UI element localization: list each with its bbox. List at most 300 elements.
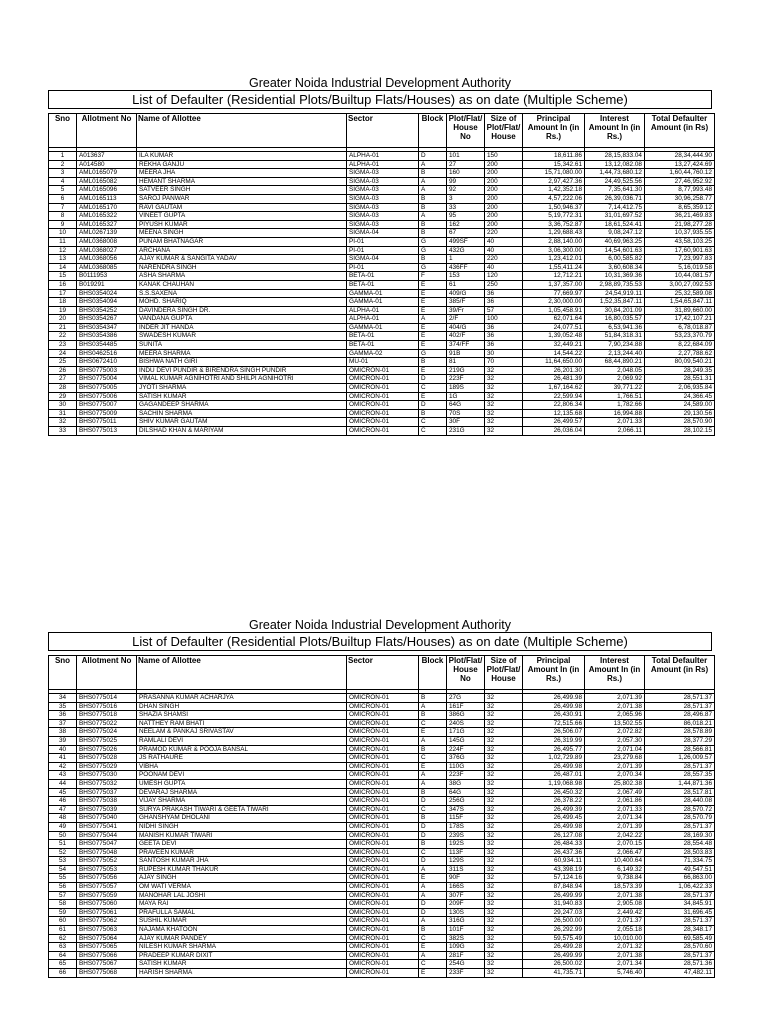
table-row [49, 401, 715, 410]
table-row [49, 186, 715, 195]
allottee-name-cell: DEVARAJ SHARMA [137, 788, 347, 797]
allotment-no-cell: BHS0775039 [77, 805, 137, 814]
principal-cell: 5,19,772.31 [523, 212, 585, 221]
allottee-name-cell: SANTOSH KUMAR JHA [137, 857, 347, 866]
sector-cell: ALPHA-01 [347, 152, 419, 161]
allotment-no-cell: BHS0775047 [77, 840, 137, 849]
table-row [49, 349, 715, 358]
principal-cell: 26,481.39 [523, 375, 585, 384]
principal-cell: 24,077.51 [523, 323, 585, 332]
allottee-name-cell: DILSHAD KHAN & MARIYAM [137, 427, 347, 436]
sector-cell: SIGMA-03 [347, 203, 419, 212]
allottee-name-cell: AJAY KUMAR & SANGITA YADAV [137, 255, 347, 264]
table-row [49, 728, 715, 737]
interest-cell: 39,771.22 [585, 384, 645, 393]
col-header-sector: Sector [347, 656, 419, 690]
size-cell: 200 [485, 169, 523, 178]
size-cell: 32 [485, 788, 523, 797]
interest-cell: 2,069.92 [585, 375, 645, 384]
interest-cell: 24,49,525.56 [585, 177, 645, 186]
total-cell: 8,65,359.12 [645, 203, 715, 212]
interest-cell: 14,54,601.63 [585, 246, 645, 255]
allotment-no-cell: BHS0775063 [77, 926, 137, 935]
sector-cell: OMICRON-01 [347, 728, 419, 737]
total-cell: 28,571.37 [645, 702, 715, 711]
col-header-allotment-no: Allotment No [77, 114, 137, 148]
sno-cell: 66 [49, 969, 77, 978]
allotment-no-cell: BHS0354386 [77, 332, 137, 341]
block-cell: B [419, 229, 447, 238]
sector-cell: OMICRON-01 [347, 771, 419, 780]
size-cell: 32 [485, 857, 523, 866]
interest-cell: 40,69,963.25 [585, 237, 645, 246]
sector-cell: SIGMA-03 [347, 186, 419, 195]
interest-cell: 31,01,697.52 [585, 212, 645, 221]
size-cell: 32 [485, 840, 523, 849]
allotment-no-cell: BHS0775025 [77, 736, 137, 745]
allotment-no-cell: BHS0775056 [77, 874, 137, 883]
allotment-no-cell: BHS0354094 [77, 298, 137, 307]
interest-cell: 13,502.55 [585, 719, 645, 728]
size-cell: 32 [485, 943, 523, 952]
plot-no-cell: 178S [447, 822, 485, 831]
size-cell: 32 [485, 745, 523, 754]
sector-cell: SIGMA-03 [347, 212, 419, 221]
size-cell: 32 [485, 797, 523, 806]
plot-no-cell: 209F [447, 900, 485, 909]
size-cell: 32 [485, 891, 523, 900]
total-cell: 28,34,444.90 [645, 152, 715, 161]
plot-no-cell: 67 [447, 229, 485, 238]
col-header-block: Block [419, 114, 447, 148]
total-cell: 1,54,65,847.11 [645, 298, 715, 307]
total-cell: 28,554.48 [645, 840, 715, 849]
total-cell: 86,018.21 [645, 719, 715, 728]
total-cell: 8,77,993.48 [645, 186, 715, 195]
interest-cell: 2,061.86 [585, 797, 645, 806]
principal-cell: 26,499.28 [523, 943, 585, 952]
size-cell: 250 [485, 280, 523, 289]
allottee-name-cell: POONAM DEVI [137, 771, 347, 780]
principal-cell: 1,02,729.89 [523, 754, 585, 763]
interest-cell: 16,80,035.57 [585, 315, 645, 324]
allotment-no-cell: BHS0775016 [77, 702, 137, 711]
table-row [49, 409, 715, 418]
table-row [49, 762, 715, 771]
allotment-no-cell: BHS0775013 [77, 427, 137, 436]
allotment-no-cell: BHS0775052 [77, 857, 137, 866]
plot-no-cell: 233F [447, 969, 485, 978]
principal-cell: 2,88,140.00 [523, 237, 585, 246]
size-cell: 40 [485, 263, 523, 272]
sector-cell: BETA-01 [347, 272, 419, 281]
allotment-no-cell: AML0368008 [77, 237, 137, 246]
principal-cell: 57,124.16 [523, 874, 585, 883]
size-cell: 32 [485, 814, 523, 823]
sector-cell: OMICRON-01 [347, 908, 419, 917]
allotment-no-cell: A013637 [77, 152, 137, 161]
principal-cell: 26,499.98 [523, 762, 585, 771]
sno-cell: 20 [49, 315, 77, 324]
table-row [49, 255, 715, 264]
sno-cell: 42 [49, 762, 77, 771]
block-cell: A [419, 917, 447, 926]
table-row [49, 289, 715, 298]
principal-cell: 1,55,411.24 [523, 263, 585, 272]
sno-cell: 3 [49, 169, 77, 178]
sector-cell: OMICRON-01 [347, 848, 419, 857]
plot-no-cell: 240S [447, 719, 485, 728]
size-cell: 100 [485, 315, 523, 324]
allottee-name-cell: PRAVEEN KUMAR [137, 848, 347, 857]
table-row [49, 883, 715, 892]
total-cell: 53,23,370.79 [645, 332, 715, 341]
table-row [49, 315, 715, 324]
size-cell: 36 [485, 289, 523, 298]
size-cell: 150 [485, 152, 523, 161]
block-cell: C [419, 418, 447, 427]
sector-cell: OMICRON-01 [347, 401, 419, 410]
interest-cell: 18,573.39 [585, 883, 645, 892]
interest-cell: 16,994.88 [585, 409, 645, 418]
principal-cell: 26,499.98 [523, 702, 585, 711]
table-row [49, 891, 715, 900]
total-cell: 2,27,788.62 [645, 349, 715, 358]
interest-cell: 1,766.51 [585, 392, 645, 401]
sno-cell: 54 [49, 865, 77, 874]
block-cell: E [419, 874, 447, 883]
col-header-principal: Principal Amount In (in Rs.) [523, 656, 585, 690]
col-header-total: Total Defaulter Amount (in Rs) [645, 656, 715, 690]
block-cell: A [419, 865, 447, 874]
allotment-no-cell: B019291 [77, 280, 137, 289]
sno-cell: 48 [49, 814, 77, 823]
interest-cell: 10,010.00 [585, 934, 645, 943]
principal-cell: 3,36,752.87 [523, 220, 585, 229]
size-cell: 32 [485, 917, 523, 926]
principal-cell: 26,500.02 [523, 960, 585, 969]
allotment-no-cell: BHS0775048 [77, 848, 137, 857]
plot-no-cell: 499SF [447, 237, 485, 246]
block-cell: A [419, 702, 447, 711]
principal-cell: 26,484.33 [523, 840, 585, 849]
allotment-no-cell: BHS0775007 [77, 401, 137, 410]
sno-cell: 65 [49, 960, 77, 969]
allottee-name-cell: UMESH GUPTA [137, 779, 347, 788]
col-header-sector: Sector [347, 114, 419, 148]
table-row [49, 203, 715, 212]
table-row [49, 900, 715, 909]
block-cell: E [419, 341, 447, 350]
sector-cell: GAMMA-02 [347, 349, 419, 358]
sector-cell: BETA-01 [347, 280, 419, 289]
size-cell: 200 [485, 220, 523, 229]
allotment-no-cell: BHS0775040 [77, 814, 137, 823]
size-cell: 32 [485, 711, 523, 720]
sector-cell: OMICRON-01 [347, 797, 419, 806]
plot-no-cell: 311S [447, 865, 485, 874]
size-cell: 220 [485, 229, 523, 238]
size-cell: 32 [485, 874, 523, 883]
block-cell: E [419, 332, 447, 341]
sector-cell: OMICRON-01 [347, 934, 419, 943]
total-cell: 28,169.30 [645, 831, 715, 840]
allottee-name-cell: AJAY SINGH [137, 874, 347, 883]
sno-cell: 11 [49, 237, 77, 246]
allotment-no-cell: AML0368027 [77, 246, 137, 255]
table-row [49, 848, 715, 857]
table-row [49, 375, 715, 384]
plot-no-cell: 90F [447, 874, 485, 883]
plot-no-cell: 160 [447, 169, 485, 178]
interest-cell: 2,449.42 [585, 908, 645, 917]
interest-cell: 2,071.37 [585, 917, 645, 926]
interest-cell: 1,44,73,680.12 [585, 169, 645, 178]
total-cell: 3,00,27,092.53 [645, 280, 715, 289]
principal-cell: 2,97,427.36 [523, 177, 585, 186]
sector-cell: OMICRON-01 [347, 969, 419, 978]
allottee-name-cell: JYOTI SHARMA [137, 384, 347, 393]
total-cell: 28,570.79 [645, 814, 715, 823]
sno-cell: 18 [49, 298, 77, 307]
sno-cell: 44 [49, 779, 77, 788]
plot-no-cell: 33 [447, 203, 485, 212]
sector-cell: GAMMA-01 [347, 298, 419, 307]
total-cell: 24,366.45 [645, 392, 715, 401]
block-cell: E [419, 306, 447, 315]
size-cell: 32 [485, 960, 523, 969]
interest-cell: 51,84,318.31 [585, 332, 645, 341]
allottee-name-cell: VINEET GUPTA [137, 212, 347, 221]
block-cell: A [419, 891, 447, 900]
block-cell: E [419, 392, 447, 401]
allotment-no-cell: BHS0775062 [77, 917, 137, 926]
block-cell: D [419, 822, 447, 831]
size-cell: 32 [485, 934, 523, 943]
sector-cell: OMICRON-01 [347, 384, 419, 393]
allottee-name-cell: SHAZIA SHAMSI [137, 711, 347, 720]
sno-cell: 31 [49, 409, 77, 418]
plot-no-cell: 38G [447, 779, 485, 788]
total-cell: 28,571.37 [645, 891, 715, 900]
principal-cell: 22,806.34 [523, 401, 585, 410]
block-cell: C [419, 427, 447, 436]
sector-cell: SIGMA-03 [347, 169, 419, 178]
interest-cell: 10,400.64 [585, 857, 645, 866]
interest-cell: 2,055.18 [585, 926, 645, 935]
plot-no-cell: 223F [447, 771, 485, 780]
principal-cell: 87,848.94 [523, 883, 585, 892]
plot-no-cell: 402/F [447, 332, 485, 341]
allotment-no-cell: BHS0672410 [77, 358, 137, 367]
interest-cell: 68,44,890.21 [585, 358, 645, 367]
plot-no-cell: 223F [447, 375, 485, 384]
table-row [49, 246, 715, 255]
principal-cell: 26,499.39 [523, 805, 585, 814]
sno-cell: 52 [49, 848, 77, 857]
allotment-no-cell: BHS0775061 [77, 908, 137, 917]
block-cell: C [419, 754, 447, 763]
plot-no-cell: 307F [447, 891, 485, 900]
org-title: Greater Noida Industrial Development Authority [249, 76, 511, 90]
sno-cell: 61 [49, 926, 77, 935]
allottee-name-cell: SUNITA [137, 341, 347, 350]
table-row [49, 814, 715, 823]
interest-cell: 2,048.05 [585, 366, 645, 375]
defaulter-table [48, 113, 715, 436]
total-cell: 10,44,081.57 [645, 272, 715, 281]
interest-cell: 3,60,608.34 [585, 263, 645, 272]
allottee-name-cell: VIBHA [137, 762, 347, 771]
allotment-no-cell: AML0165096 [77, 186, 137, 195]
plot-no-cell: 99 [447, 177, 485, 186]
total-cell: 30,96,258.77 [645, 194, 715, 203]
plot-no-cell: 376G [447, 754, 485, 763]
table-row [49, 194, 715, 203]
col-header-sno: Sno [49, 656, 77, 690]
block-cell: C [419, 934, 447, 943]
sector-cell: OMICRON-01 [347, 960, 419, 969]
total-cell: 28,571.37 [645, 917, 715, 926]
plot-no-cell: 145G [447, 736, 485, 745]
allottee-name-cell: PRAFULLA SAMAL [137, 908, 347, 917]
defaulter-table [48, 655, 715, 978]
size-cell: 70 [485, 358, 523, 367]
principal-cell: 15,342.61 [523, 160, 585, 169]
block-cell: B [419, 194, 447, 203]
table-row [49, 341, 715, 350]
block-cell: E [419, 280, 447, 289]
allottee-name-cell: REKHA GANJU [137, 160, 347, 169]
list-title: List of Defaulter (Residential Plots/Builtup Flats/Houses) as on date (Multiple Scheme) [48, 632, 712, 651]
total-cell: 28,571.36 [645, 960, 715, 969]
allottee-name-cell: MANOHAR LAL JOSHI [137, 891, 347, 900]
plot-no-cell: 115F [447, 814, 485, 823]
table-row [49, 358, 715, 367]
block-cell: B [419, 814, 447, 823]
report-page-1 [48, 76, 712, 436]
allottee-name-cell: NATTHEY RAM BHATI [137, 719, 347, 728]
interest-cell: 2,071.39 [585, 762, 645, 771]
sector-cell: OMICRON-01 [347, 754, 419, 763]
allottee-name-cell: INDER JIT HANDA [137, 323, 347, 332]
sno-cell: 22 [49, 332, 77, 341]
block-cell: D [419, 375, 447, 384]
size-cell: 32 [485, 900, 523, 909]
total-cell: 28,348.17 [645, 926, 715, 935]
principal-cell: 26,201.30 [523, 366, 585, 375]
block-cell: B [419, 358, 447, 367]
sno-cell: 47 [49, 805, 77, 814]
sector-cell: BETA-01 [347, 341, 419, 350]
total-cell: 13,27,424.69 [645, 160, 715, 169]
block-cell: B [419, 409, 447, 418]
plot-no-cell: 101 [447, 152, 485, 161]
allotment-no-cell: BHS0775029 [77, 762, 137, 771]
size-cell: 200 [485, 194, 523, 203]
size-cell: 200 [485, 203, 523, 212]
allotment-no-cell: BHS0775038 [77, 797, 137, 806]
block-cell: E [419, 323, 447, 332]
table-row [49, 951, 715, 960]
principal-cell: 26,499.99 [523, 891, 585, 900]
total-cell: 17,42,107.21 [645, 315, 715, 324]
interest-cell: 2,071.39 [585, 694, 645, 703]
col-header-size: Size of Plot/Flat/ House [485, 656, 523, 690]
block-cell: B [419, 203, 447, 212]
sector-cell: OMICRON-01 [347, 891, 419, 900]
block-cell: A [419, 736, 447, 745]
sno-cell: 55 [49, 874, 77, 883]
block-cell: C [419, 960, 447, 969]
total-cell: 31,89,660.00 [645, 306, 715, 315]
table-row [49, 831, 715, 840]
plot-no-cell: 95 [447, 212, 485, 221]
allottee-name-cell: GAGANDEEP SHARMA [137, 401, 347, 410]
block-cell: E [419, 289, 447, 298]
plot-no-cell: 64G [447, 788, 485, 797]
table-row [49, 418, 715, 427]
plot-no-cell: 161F [447, 702, 485, 711]
allottee-name-cell: RUPESH KUMAR THAKUR [137, 865, 347, 874]
sector-cell: OMICRON-01 [347, 814, 419, 823]
sector-cell: OMICRON-01 [347, 736, 419, 745]
block-cell: E [419, 762, 447, 771]
allottee-name-cell: SATVEER SINGH [137, 186, 347, 195]
allottee-name-cell: AJAY KUMAR PANDEY [137, 934, 347, 943]
allottee-name-cell: MAYA RAI [137, 900, 347, 909]
interest-cell: 6,149.32 [585, 865, 645, 874]
total-cell: 43,58,103.25 [645, 237, 715, 246]
interest-cell: 2,066.11 [585, 427, 645, 436]
col-header-plot-no: Plot/Flat/ House No [447, 114, 485, 148]
sector-cell: OMICRON-01 [347, 883, 419, 892]
block-cell: G [419, 237, 447, 246]
size-cell: 36 [485, 332, 523, 341]
principal-cell: 15,71,080.00 [523, 169, 585, 178]
sector-cell: PI-01 [347, 246, 419, 255]
table-row [49, 934, 715, 943]
table-row [49, 822, 715, 831]
block-cell: A [419, 779, 447, 788]
interest-cell: 2,071.04 [585, 745, 645, 754]
plot-no-cell: 385/F [447, 298, 485, 307]
allottee-name-cell: MEENA SINGH [137, 229, 347, 238]
sector-cell: OMICRON-01 [347, 857, 419, 866]
size-cell: 32 [485, 401, 523, 410]
total-cell: 28,440.08 [645, 797, 715, 806]
plot-no-cell: 91B [447, 349, 485, 358]
allotment-no-cell: AML0368056 [77, 255, 137, 264]
block-cell: A [419, 186, 447, 195]
table-row [49, 427, 715, 436]
col-header-plot-no: Plot/Flat/ House No [447, 656, 485, 690]
principal-cell: 31,940.83 [523, 900, 585, 909]
block-cell: E [419, 969, 447, 978]
allottee-name-cell: ILA KUMAR [137, 152, 347, 161]
total-cell: 28,249.35 [645, 366, 715, 375]
interest-cell: 2,071.38 [585, 702, 645, 711]
interest-cell: 13,12,082.08 [585, 160, 645, 169]
allotment-no-cell: BHS0775064 [77, 934, 137, 943]
total-cell: 1,06,422.33 [645, 883, 715, 892]
size-cell: 32 [485, 969, 523, 978]
block-cell: B [419, 840, 447, 849]
size-cell: 32 [485, 908, 523, 917]
sno-cell: 16 [49, 280, 77, 289]
principal-cell: 26,036.04 [523, 427, 585, 436]
allotment-no-cell: AML0165079 [77, 169, 137, 178]
